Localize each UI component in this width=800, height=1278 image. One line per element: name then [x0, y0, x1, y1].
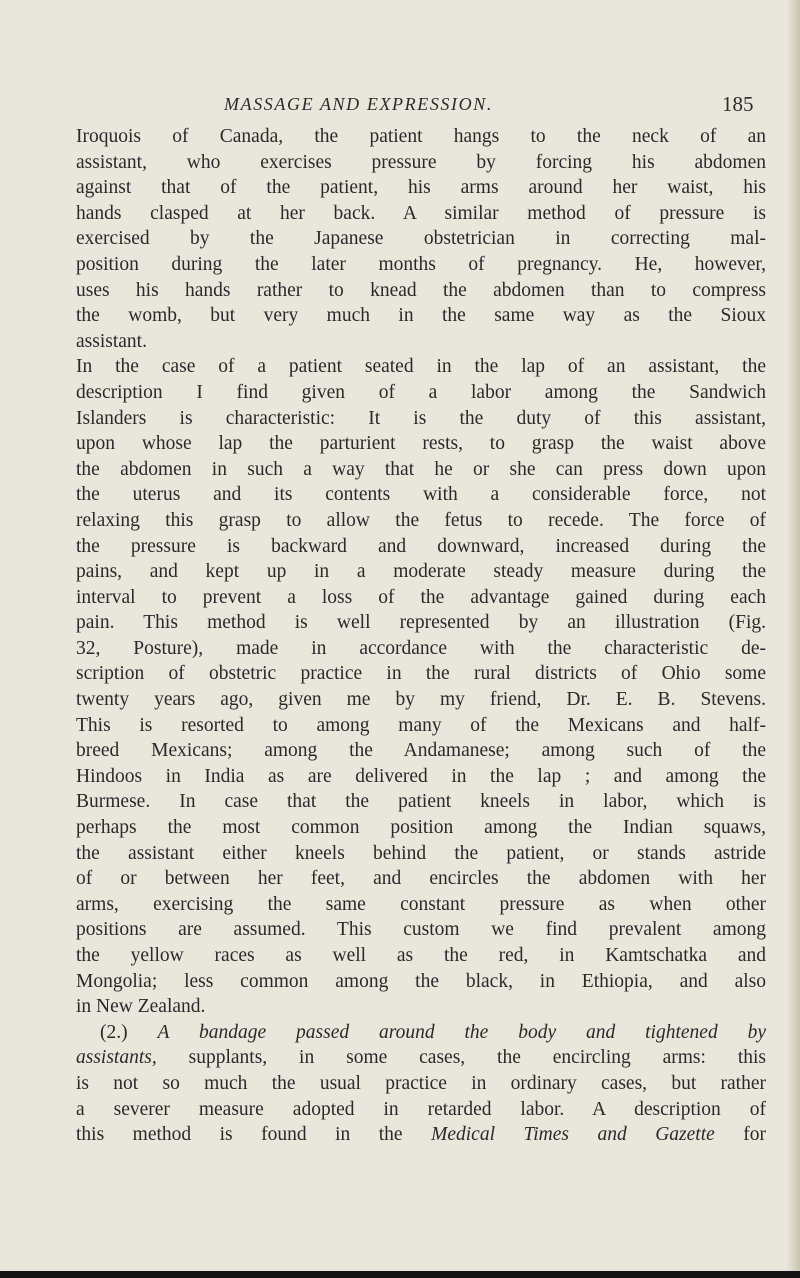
running-head — [0, 94, 800, 124]
text-line: Burmese. In case that the patient kneels in labor, which is — [76, 791, 766, 813]
text-line: the womb, but very much in the same way as the Sioux — [76, 305, 766, 327]
text-line: In the case of a patient seated in the lap of an assistant, the — [76, 356, 766, 378]
text-line: uses his hands rather to knead the abdomen than to compress — [76, 279, 766, 301]
text-line: scription of obstetric practice in the rural districts of Ohio some — [76, 663, 766, 685]
journal-title: Medical Times and Gazette — [431, 1124, 715, 1146]
text-line: Mongolia; less common among the black, in Ethiopia, and also — [76, 970, 766, 992]
text-line: assistant. — [76, 330, 147, 352]
text-line: perhaps the most common position among the Indian squaws, — [76, 817, 766, 839]
text-line — [76, 1020, 766, 1046]
text-line: the pressure is backward and downward, increased during the — [76, 535, 766, 557]
text-line: hands clasped at her back. A similar method of pressure is — [76, 202, 766, 224]
text-line: 32, Posture), made in accordance with the characteristic de- — [76, 637, 766, 659]
list-number: (2.) — [100, 1021, 128, 1043]
text-line: relaxing this grasp to allow the fetus to recede. The force of — [76, 509, 766, 531]
italic-word: assistants, — [76, 1047, 157, 1069]
text-line: Hindoos in India as are delivered in the lap ; and among the — [76, 765, 766, 787]
text-line: the abdomen in such a way that he or she can press down upon — [76, 458, 766, 480]
text-line: Iroquois of Canada, the patient hangs to the neck of an — [76, 126, 766, 147]
text-line: upon whose lap the parturient rests, to grasp the waist above — [76, 433, 766, 455]
text-line: against that of the patient, his arms around her waist, his — [76, 177, 766, 199]
text-line: arms, exercising the same constant pressure as when other — [76, 893, 766, 915]
text-line: interval to prevent a loss of the advantage gained during each — [76, 586, 766, 608]
text-line: of or between her feet, and encircles the abdomen with her — [76, 868, 766, 890]
page-edge-shadow — [786, 0, 800, 1278]
scan-bottom-border — [0, 1271, 800, 1278]
text-line: assistant, who exercises pressure by forcing his abdomen — [76, 151, 766, 173]
text-line: exercised by the Japanese obstetrician in correcting mal- — [76, 228, 766, 250]
text-line: pain. This method is well represented by an illustration (Fig. — [76, 612, 766, 634]
body-text — [76, 124, 766, 1148]
text-line: twenty years ago, given me by my friend, Dr. E. B. Stevens. — [76, 689, 766, 711]
text-line — [76, 1122, 766, 1148]
page-number: 185 — [722, 92, 754, 116]
italic-heading: A bandage passed around the body and tightened by — [157, 1021, 766, 1043]
text-line: the assistant either kneels behind the patient, or stands astride — [76, 842, 766, 864]
text-line: the uterus and its contents with a considerable force, not — [76, 484, 766, 506]
text-line — [76, 1045, 766, 1071]
text-line: the yellow races as well as the red, in Kamtschatka and — [76, 945, 766, 966]
text-line: description I find given of a labor among the Sandwich — [76, 381, 766, 403]
text-line: Islanders is characteristic: It is the duty of this assistant, — [76, 407, 766, 429]
text-line: position during the later months of pregnancy. He, however, — [76, 253, 766, 275]
text-line: in New Zealand. — [76, 996, 206, 1018]
running-title: MASSAGE AND EXPRESSION. — [224, 94, 493, 114]
text-segment: this method is found in the — [76, 1124, 403, 1146]
text-line: a severer measure adopted in retarded labor. A description of — [76, 1098, 766, 1120]
text-line: This is resorted to among many of the Mexicans and half- — [76, 714, 766, 736]
text-line: is not so much the usual practice in ordinary cases, but rather — [76, 1072, 766, 1094]
text-line: breed Mexicans; among the Andamanese; among such of the — [76, 740, 766, 762]
text-line: positions are assumed. This custom we find prevalent among — [76, 919, 766, 941]
text-segment: supplants, in some cases, the encircling arms: this — [188, 1047, 767, 1069]
text-segment: for — [743, 1124, 767, 1146]
text-line: pains, and kept up in a moderate steady measure during the — [76, 561, 766, 583]
